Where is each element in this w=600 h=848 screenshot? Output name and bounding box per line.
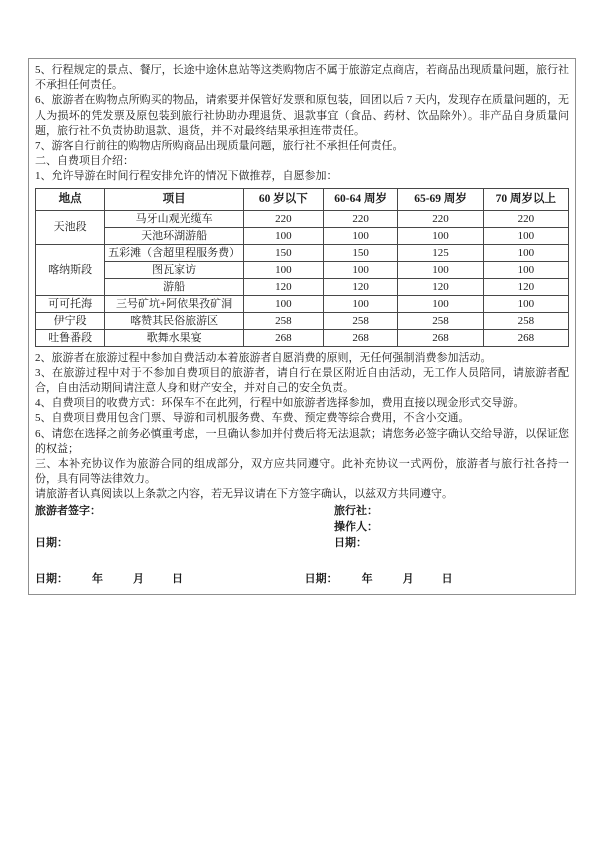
table-row bbox=[36, 295, 569, 312]
price-cell: 100 bbox=[398, 261, 483, 278]
location-cell: 可可托海 bbox=[36, 295, 105, 312]
col-header-location: 地点 bbox=[36, 188, 105, 210]
location-cell: 伊宁段 bbox=[36, 312, 105, 329]
price-cell: 150 bbox=[323, 244, 398, 261]
location-cell: 喀纳斯段 bbox=[36, 244, 105, 295]
price-cell: 100 bbox=[398, 295, 483, 312]
clause-6-returns: 6、旅游者在购物点所购买的物品，请索要并保管好发票和原包装，回团以后 7 天内，发现存在质量问题的，无人为损坏的凭发票及原包装到旅行社协助办理退货、退款事宜（食品、药材、饮品除外）。非产品自身质量问题，旅行社不负责协助退款、退货，并不对最终结果承担连带责任。 bbox=[35, 94, 569, 137]
clause-5-shopping: 5、行程规定的景点、餐厅，长途中途休息站等这类购物店不属于旅游定点商店，若商品出现质量问题，旅行社不承担任何责任。 bbox=[35, 64, 569, 92]
item-cell: 马牙山观光缆车 bbox=[105, 210, 244, 227]
price-cell: 125 bbox=[398, 244, 483, 261]
price-cell: 220 bbox=[243, 210, 323, 227]
section-item-1: 1、允许导游在时间行程安排允许的情况下做推荐，自愿参加： bbox=[35, 170, 338, 183]
item-cell: 五彩滩（含超里程服务费） bbox=[105, 244, 244, 261]
table-row bbox=[36, 329, 569, 346]
operator-label: 操作人： bbox=[334, 520, 379, 533]
price-cell: 220 bbox=[398, 210, 483, 227]
item-cell: 三号矿坑+阿依果孜矿洞 bbox=[105, 295, 244, 312]
price-cell: 220 bbox=[483, 210, 568, 227]
item-cell: 游船 bbox=[105, 278, 244, 295]
day-label: 日 bbox=[441, 572, 453, 585]
month-label: 月 bbox=[402, 572, 414, 585]
location-cell: 天池段 bbox=[36, 210, 105, 244]
item-cell: 喀赞其民俗旅游区 bbox=[105, 312, 244, 329]
table-row bbox=[36, 210, 569, 227]
clause-5-fee-includes: 5、自费项目费用包含门票、导游和司机服务费、车费、预定费等综合费用，不含小交通。 bbox=[35, 412, 470, 425]
signature-block bbox=[35, 503, 569, 551]
col-header-item: 项目 bbox=[105, 188, 244, 210]
price-cell: 100 bbox=[323, 261, 398, 278]
price-cell: 100 bbox=[483, 261, 568, 278]
table-row bbox=[36, 261, 569, 278]
price-cell: 100 bbox=[323, 295, 398, 312]
price-cell: 120 bbox=[323, 278, 398, 295]
price-cell: 268 bbox=[243, 329, 323, 346]
col-header-under-60: 60 岁以下 bbox=[243, 188, 323, 210]
price-cell: 120 bbox=[398, 278, 483, 295]
price-cell: 100 bbox=[243, 227, 323, 244]
signature-row bbox=[35, 503, 569, 519]
price-cell: 100 bbox=[243, 261, 323, 278]
traveler-date-label: 日期： bbox=[35, 536, 68, 549]
price-cell: 220 bbox=[323, 210, 398, 227]
clause-read-confirm: 请旅游者认真阅读以上条款之内容，若无异议请在下方签字确认，以兹双方共同遵守。 bbox=[35, 488, 453, 501]
table-row bbox=[36, 278, 569, 295]
price-cell: 268 bbox=[398, 329, 483, 346]
clause-2-voluntary: 2、旅游者在旅游过程中参加自费活动本着旅游者自愿消费的原则，无任何强制消费参加活动。 bbox=[35, 351, 492, 364]
table-row bbox=[36, 227, 569, 244]
price-cell: 258 bbox=[243, 312, 323, 329]
table-row bbox=[36, 244, 569, 261]
price-cell: 100 bbox=[398, 227, 483, 244]
price-cell: 100 bbox=[483, 295, 568, 312]
item-cell: 天池环湖游船 bbox=[105, 227, 244, 244]
signature-row bbox=[35, 535, 569, 551]
year-label: 年 bbox=[92, 572, 103, 585]
price-cell: 100 bbox=[483, 227, 568, 244]
clause-3-non-participants: 3、在旅游过程中对于不参加自费项目的旅游者，请自行在景区附近自由活动，无工作人员陪同，请旅游者配合，自由活动期间请注意人身和财产安全，并对自己的安全负责。 bbox=[35, 366, 569, 395]
traveler-date-fill bbox=[35, 571, 305, 587]
col-header-65-69: 65-69 周岁 bbox=[398, 188, 483, 210]
col-header-over-70: 70 周岁以上 bbox=[483, 188, 568, 210]
month-label: 月 bbox=[133, 572, 144, 585]
signature-spacer bbox=[35, 519, 334, 535]
clause-6-no-refund: 6、请您在选择之前务必慎重考虑，一旦确认参加并付费后将无法退款；请您务必签字确认交给导游，以保证您的权益； bbox=[35, 427, 569, 455]
price-cell: 100 bbox=[483, 244, 568, 261]
clause-7-self-visit: 7、游客自行前往的购物店所购商品出现质量问题，旅行社不承担任何责任。 bbox=[35, 140, 404, 153]
price-cell: 100 bbox=[243, 295, 323, 312]
contract-supplement-box bbox=[28, 58, 576, 595]
item-cell: 歌舞水果宴 bbox=[105, 329, 244, 346]
date-label: 日期： bbox=[304, 572, 338, 585]
agency-label: 旅行社： bbox=[334, 504, 379, 517]
price-cell: 258 bbox=[483, 312, 568, 329]
price-cell: 268 bbox=[483, 329, 568, 346]
date-fill-line bbox=[35, 571, 569, 587]
item-cell: 图瓦家访 bbox=[105, 261, 244, 278]
year-label: 年 bbox=[361, 572, 373, 585]
signature-row bbox=[35, 519, 569, 535]
table-row bbox=[36, 312, 569, 329]
agency-date-fill bbox=[305, 571, 569, 587]
price-cell: 120 bbox=[243, 278, 323, 295]
price-cell: 100 bbox=[323, 227, 398, 244]
section-title-optional-items: 二、自费项目介绍： bbox=[35, 155, 134, 168]
location-cell: 吐鲁番段 bbox=[36, 329, 105, 346]
price-cell: 120 bbox=[483, 278, 568, 295]
clause-4-payment-method: 4、自费项目的收费方式：环保车不在此列，行程中如旅游者选择参加，费用直接以现金形式交导游。 bbox=[35, 397, 525, 410]
self-paid-items-table bbox=[35, 188, 569, 347]
clause-section3-agreement: 三、本补充协议作为旅游合同的组成部分，双方应共同遵守。此补充协议一式两份，旅游者与旅行社各持一份，具有同等法律效力。 bbox=[35, 458, 569, 486]
date-label: 日期： bbox=[35, 572, 68, 585]
traveler-signature-label: 旅游者签字： bbox=[35, 504, 101, 517]
price-cell: 258 bbox=[398, 312, 483, 329]
table-header-row bbox=[36, 188, 569, 210]
price-cell: 258 bbox=[323, 312, 398, 329]
price-cell: 268 bbox=[323, 329, 398, 346]
day-label: 日 bbox=[172, 572, 183, 585]
price-cell: 150 bbox=[243, 244, 323, 261]
col-header-60-64: 60-64 周岁 bbox=[323, 188, 398, 210]
agency-date-label: 日期： bbox=[334, 536, 368, 549]
